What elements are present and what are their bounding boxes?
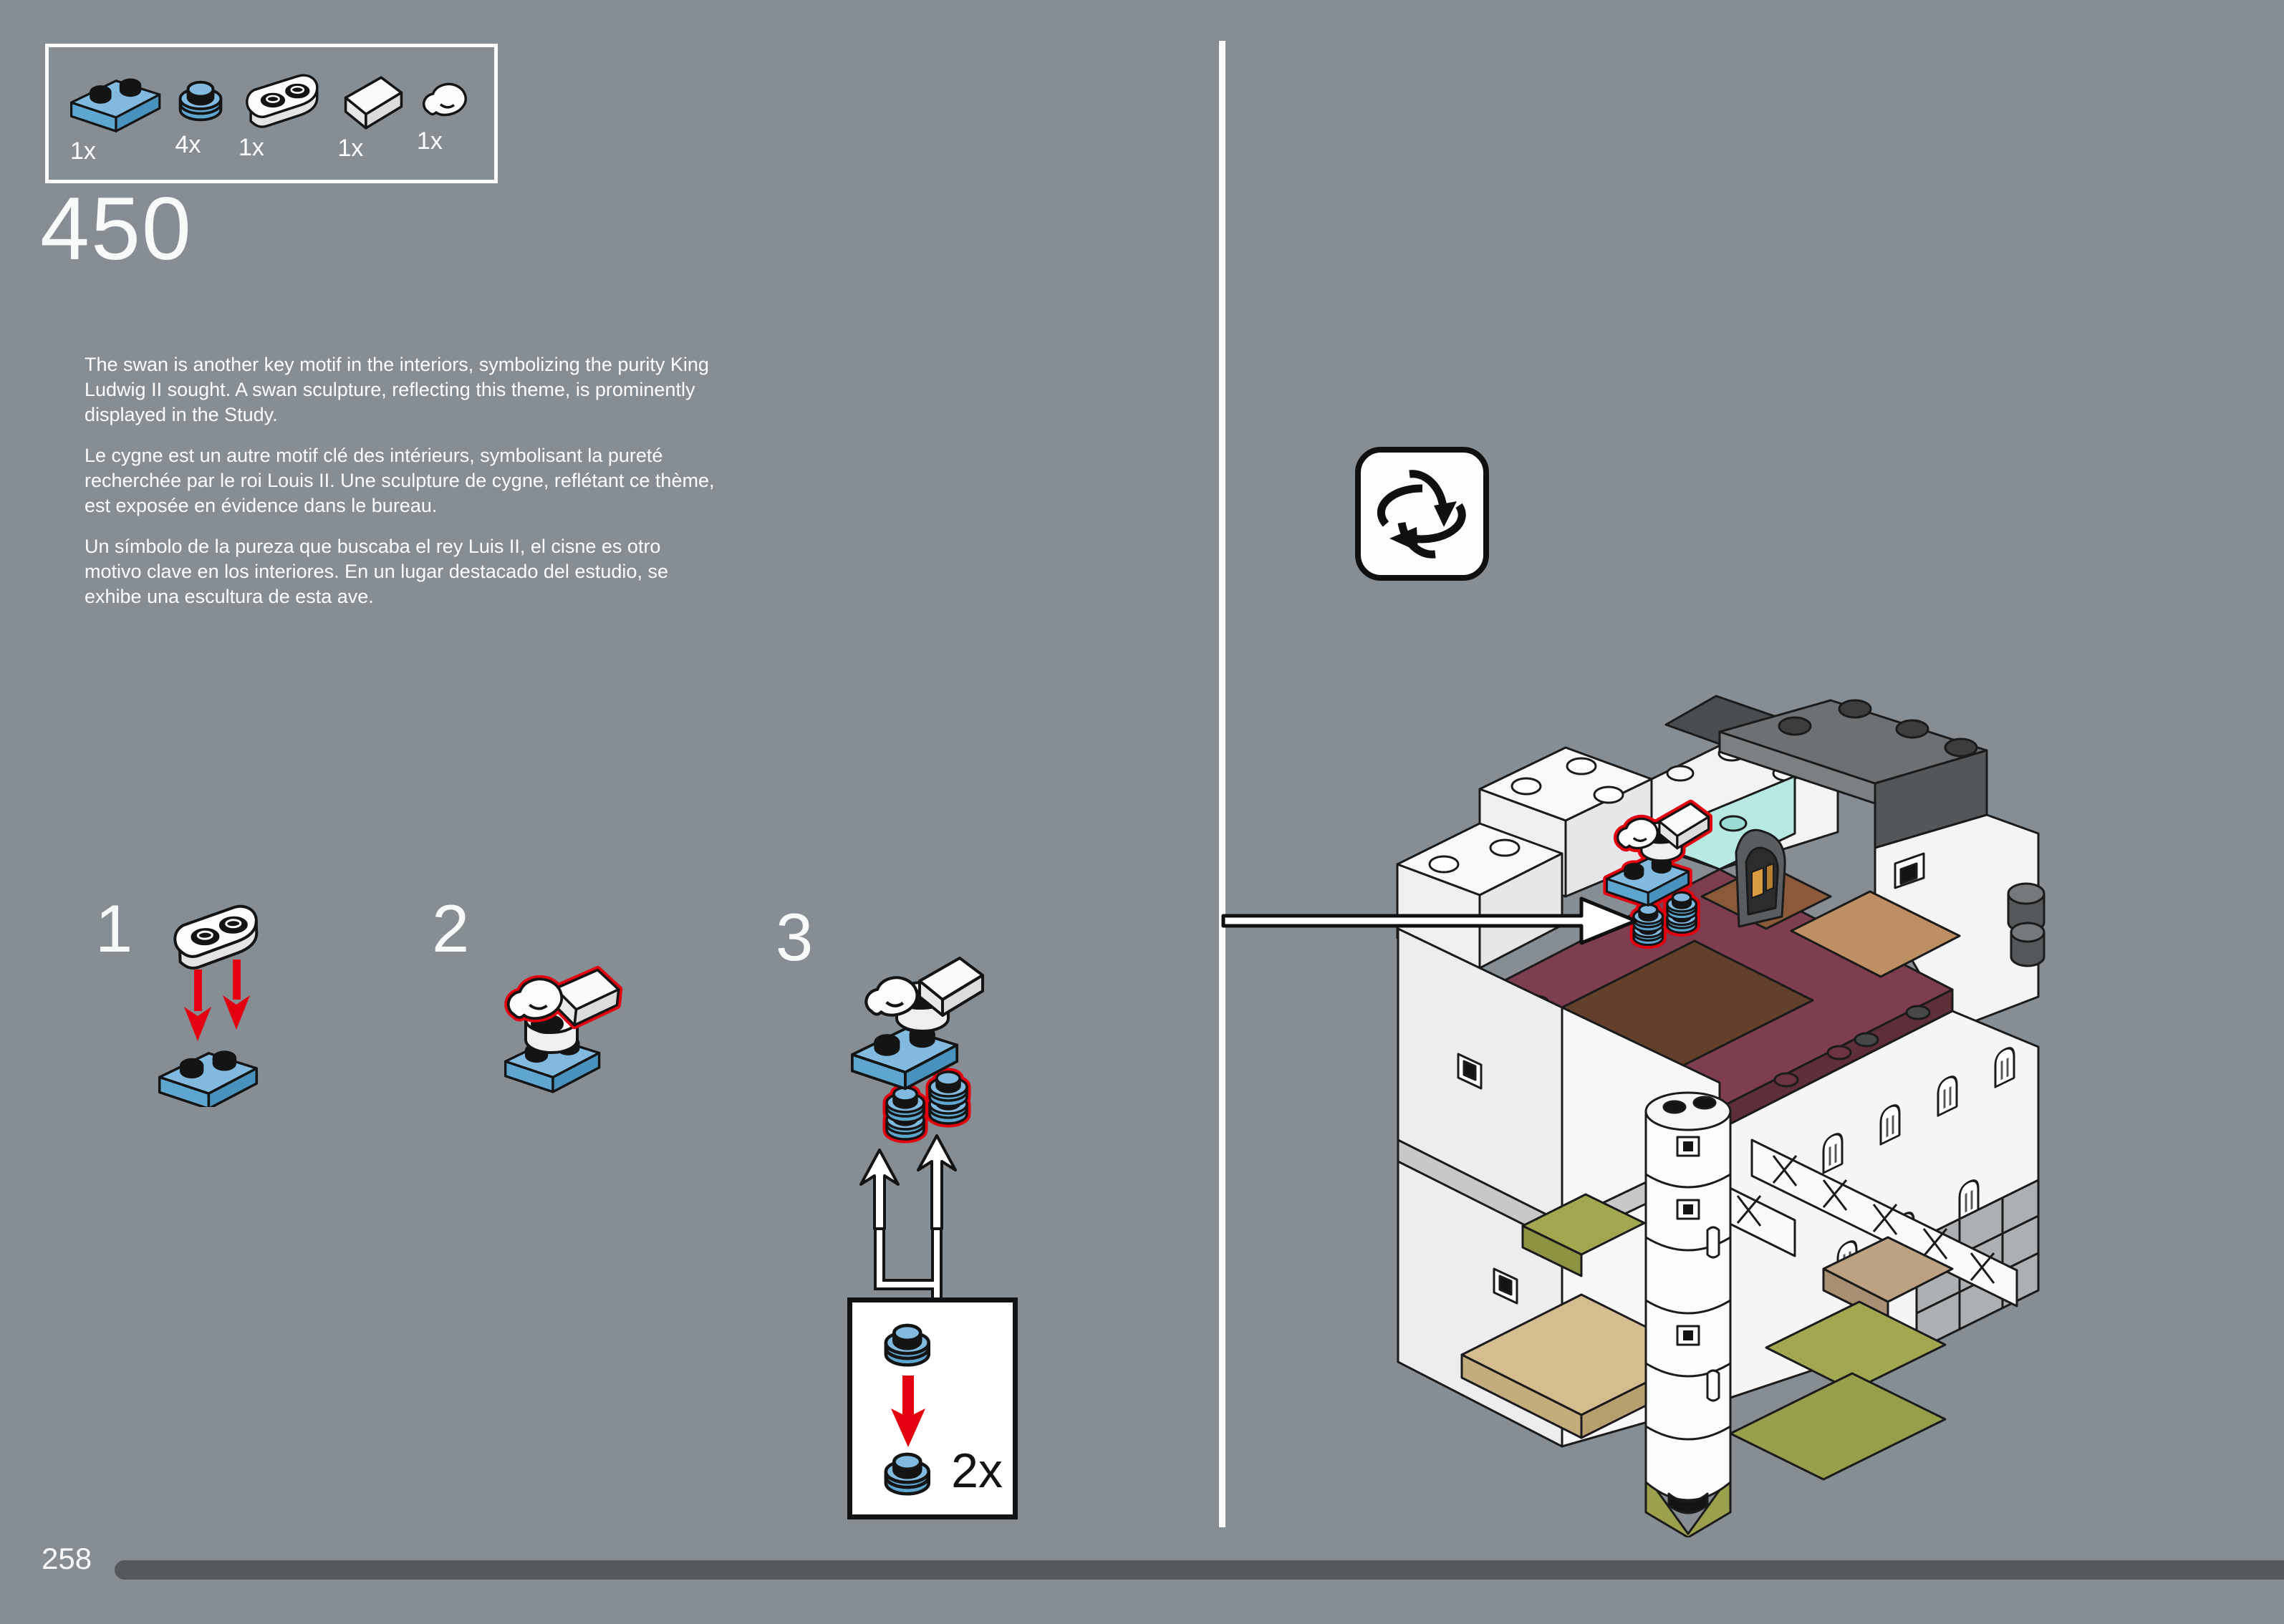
part-qty: 1x [417, 127, 443, 155]
placement-arrow-icon [1218, 890, 1647, 952]
substep-3-number: 3 [776, 899, 814, 975]
castle-model-illustration [1394, 682, 2050, 1537]
part-white-rounded-plate [238, 68, 324, 160]
progress-bar [115, 1560, 2284, 1580]
substep-2-number: 2 [432, 891, 470, 966]
substep-1-diagram [147, 899, 290, 1107]
white-slope-icon [338, 67, 404, 133]
up-arrow-icon [861, 1136, 955, 1229]
swan-piece-icon [417, 74, 474, 126]
page-number: 258 [42, 1542, 92, 1575]
description-block [85, 352, 718, 625]
rotate-model-icon [1355, 447, 1489, 581]
white-rounded-plate-icon [238, 68, 324, 132]
callout-box-2x [847, 1297, 1018, 1519]
parts-box [45, 44, 498, 183]
description-es: Un símbolo de la pureza que buscaba el rey Luis II, el cisne es otro motivo clave en los interiores. En un lugar destacado del estudio, se exhibe una escultura de esta ave. [85, 536, 668, 607]
part-white-swan [417, 74, 474, 153]
part-qty: 4x [175, 130, 201, 158]
part-blue-round-plate [175, 71, 226, 157]
highlighted-new-parts [509, 966, 620, 1030]
substep-2-diagram [481, 954, 646, 1097]
part-white-slope [338, 67, 404, 160]
part-blue-plate-1x2 [70, 64, 162, 163]
down-arrow-icon [184, 960, 250, 1041]
description-fr: Le cygne est un autre motif clé des intérieurs, symbolisant la pureté recherchée par le roi Louis II. Une sculpture de cygne, reflétant ce thème, est exposée en évidence dans le bureau. [85, 445, 715, 516]
part-qty: 1x [238, 133, 264, 161]
part-qty: 1x [70, 137, 96, 165]
blue-plate-1x2-icon [70, 64, 162, 136]
part-qty: 1x [337, 134, 364, 162]
down-arrow-icon [891, 1376, 925, 1447]
blue-round-plate-icon [175, 71, 226, 130]
rotate-arrows-glyph [1372, 464, 1473, 564]
substep-1-number: 1 [95, 891, 133, 966]
step-number: 450 [40, 180, 193, 279]
column-divider [1219, 41, 1225, 1527]
description-en: The swan is another key motif in the interiors, symbolizing the purity King Ludwig II sought. A swan sculpture, reflecting this theme, is prominently displayed in the Study. [85, 354, 709, 425]
callout-count: 2x [951, 1444, 1003, 1498]
substep-3-diagram [808, 932, 1044, 1330]
